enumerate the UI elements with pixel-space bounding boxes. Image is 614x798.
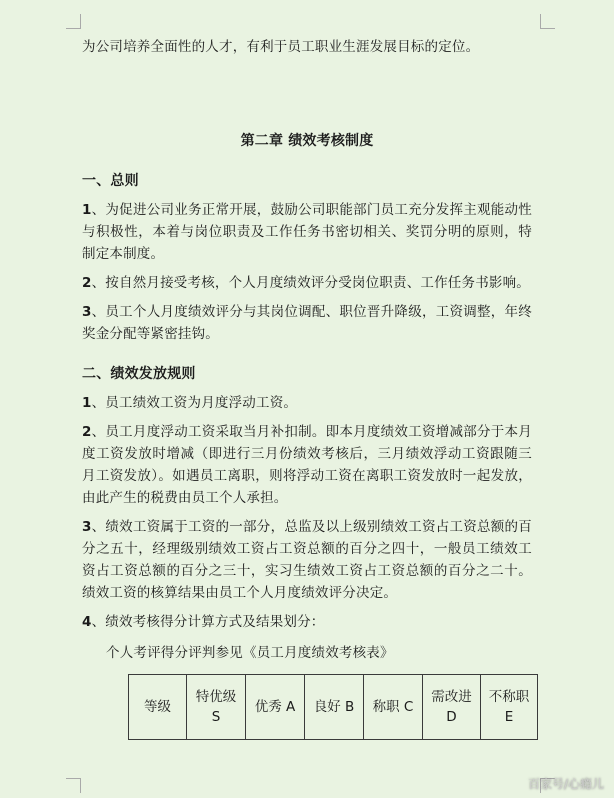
- grade-name: 称职: [372, 699, 400, 715]
- chapter-title: 第二章 绩效考核制度: [240, 133, 374, 149]
- grade-header-cell: 等级: [129, 675, 187, 740]
- item-text: 、员工个人月度绩效评分与其岗位调配、职位晋升降级，工资调整，年终奖金分配等紧密挂钩。: [82, 304, 532, 342]
- payout-item-1: [82, 392, 532, 414]
- item-text: 、按自然月接受考核，个人月度绩效评分受岗位职责、工作任务书影响。: [91, 275, 530, 291]
- grade-table: [128, 674, 538, 740]
- item-text: 、员工绩效工资为月度浮动工资。: [91, 395, 298, 411]
- grade-cell-d: [423, 675, 481, 740]
- grade-cell-e: [481, 675, 538, 740]
- grade-code: S: [211, 709, 221, 725]
- intro-tail-paragraph: 为公司培养全面性的人才，有利于员工职业生涯发展目标的定位。: [82, 39, 480, 55]
- general-item-3: [82, 301, 532, 345]
- item-text: 、绩效考核得分计算方式及结果划分：: [91, 614, 325, 630]
- section-heading-payout-rules: 二、绩效发放规则: [82, 366, 196, 382]
- item-text: 、员工月度浮动工资采取当月补扣制。即本月度绩效工资增减部分于本月度工资发放时增减（即进行三月份绩效考核后，三月绩效浮动工资跟随三月工资发放）。如遇员工离职，则将浮动工资在离职工资发放时一起发放，由此产生的税费由员工个人承担。: [82, 424, 532, 506]
- table-row: [129, 675, 538, 740]
- item-number: 4: [82, 614, 92, 630]
- grade-code: B: [345, 699, 355, 715]
- payout-item-4: [82, 611, 532, 633]
- item-number: 3: [82, 304, 92, 320]
- grade-cell-b: [305, 675, 364, 740]
- grade-name: 不称职: [488, 689, 530, 705]
- document-page: [82, 36, 532, 664]
- watermark: 百家号/心瘾儿: [527, 777, 604, 791]
- item-number: 2: [82, 424, 92, 440]
- grade-cell-s: [187, 675, 246, 740]
- general-item-2: [82, 272, 532, 294]
- grade-name: 良好: [313, 699, 341, 715]
- grade-name: 需改进: [431, 689, 472, 705]
- item-number: 2: [82, 275, 92, 291]
- grade-name: 优秀: [254, 699, 282, 715]
- grade-cell-c: [364, 675, 423, 740]
- crop-mark-top-right: [540, 14, 555, 29]
- crop-mark-top-left: [66, 14, 81, 29]
- grade-code: A: [286, 699, 296, 715]
- grade-name: 特优级: [195, 689, 237, 705]
- item-text: 、为促进公司业务正常开展，鼓励公司职能部门员工充分发挥主观能动性与积极性，本着与岗位职责及工作任务书密切相关、奖罚分明的原则，特制定本制度。: [82, 202, 532, 262]
- grade-code: D: [446, 709, 457, 725]
- general-item-1: [82, 199, 532, 265]
- grade-cell-a: [246, 675, 305, 740]
- item-number: 1: [82, 395, 92, 411]
- item-number: 3: [82, 519, 92, 535]
- payout-item-2: [82, 421, 532, 509]
- grade-code: C: [403, 699, 414, 715]
- section-heading-general: 一、总则: [82, 173, 139, 189]
- item-number: 1: [82, 202, 92, 218]
- reference-line: 个人考评得分评判参见《员工月度绩效考核表》: [106, 645, 394, 661]
- item-text: 、绩效工资属于工资的一部分，总监及以上级别绩效工资占工资总额的百分之五十，经理级别绩效工资占工资总额的百分之四十，一般员工绩效工资占工资总额的百分之三十，实习生绩效工资占工资总额的百分之二十。绩效工资的核算结果由员工个人月度绩效评分决定。: [82, 519, 532, 601]
- grade-code: E: [504, 709, 514, 725]
- crop-mark-bottom-left: [66, 778, 81, 793]
- payout-item-3: [82, 516, 532, 604]
